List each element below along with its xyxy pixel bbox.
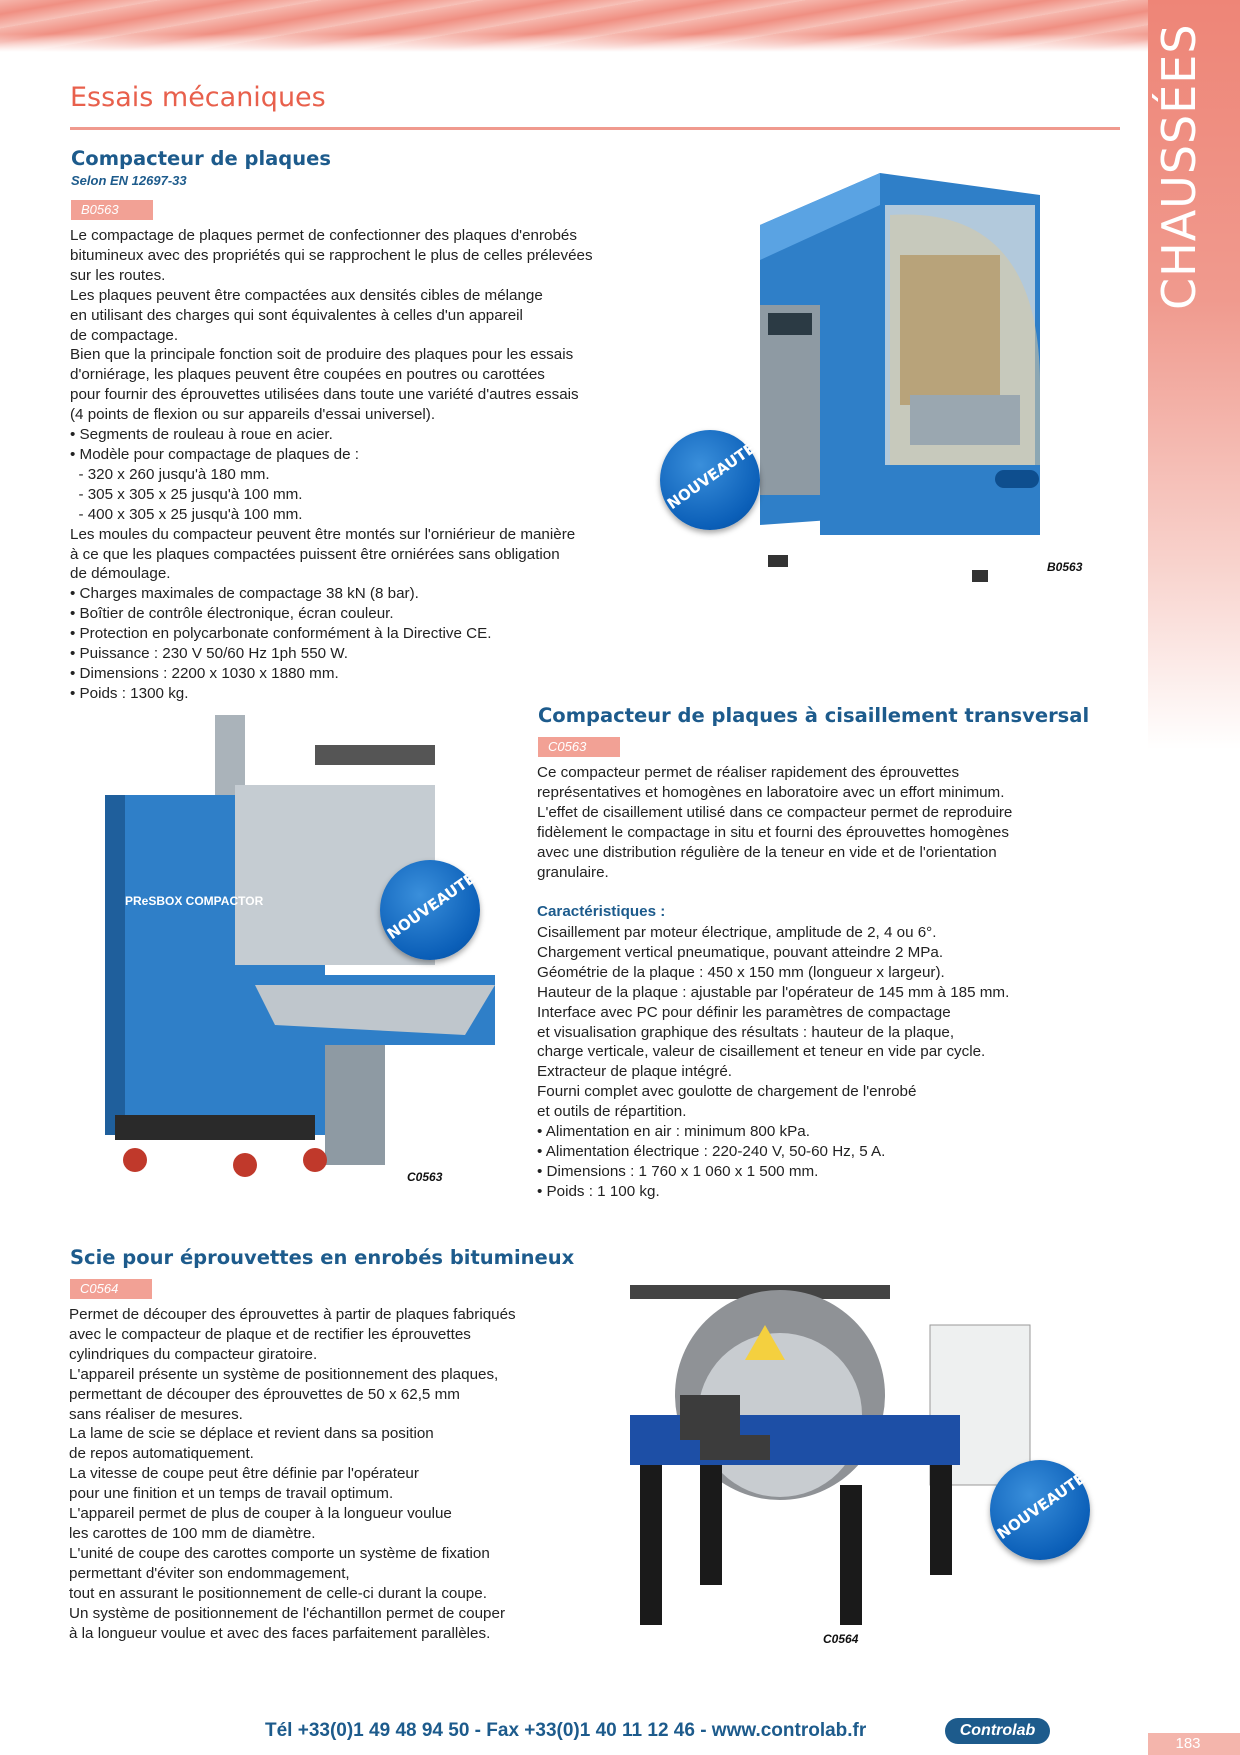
description-line: • Segments de rouleau à roue en acier. <box>70 426 333 444</box>
page-number: 183 <box>1175 1735 1201 1752</box>
product2-ref-badge: C0563 <box>538 737 620 757</box>
description-line: permettant d'éviter son endommagement, <box>69 1564 350 1582</box>
description-line: (4 points de flexion ou sur appareils d'essai universel). <box>70 406 436 424</box>
product1-title: Compacteur de plaques <box>71 147 331 170</box>
description-line: L'unité de coupe des carottes comporte un système de fixation <box>69 1544 490 1562</box>
description-line: • Boîtier de contrôle électronique, écran couleur. <box>70 605 394 623</box>
feature-line: • Alimentation électrique : 220-240 V, 50-60 Hz, 5 A. <box>537 1142 886 1160</box>
description-line: L'effet de cisaillement utilisé dans ce compacteur permet de reproduire <box>537 803 1013 821</box>
description-line: - 305 x 305 x 25 jusqu'à 100 mm. <box>70 485 303 503</box>
feature-line: Géométrie de la plaque : 450 x 150 mm (longueur x largeur). <box>537 963 945 981</box>
description-line: avec le compacteur de plaque et de rectifier les éprouvettes <box>69 1325 471 1343</box>
feature-line: Interface avec PC pour définir les paramètres de compactage <box>537 1003 951 1021</box>
description-line: L'appareil présente un système de positionnement des plaques, <box>69 1365 499 1383</box>
product3-caption: C0564 <box>823 1632 859 1646</box>
description-line: les carottes de 100 mm de diamètre. <box>69 1524 316 1542</box>
description-line: cylindriques du compacteur giratoire. <box>69 1345 318 1363</box>
description-line: Permet de découper des éprouvettes à partir de plaques fabriqués <box>69 1306 516 1323</box>
feature-line: et visualisation graphique des résultats : hauteur de la plaque, <box>537 1023 955 1041</box>
description-line: • Dimensions : 2200 x 1030 x 1880 mm. <box>70 664 339 682</box>
feature-line: et outils de répartition. <box>537 1103 687 1121</box>
description-line: à la longueur voulue et avec des faces parfaitement parallèles. <box>69 1624 491 1642</box>
description-line: d'orniérage, les plaques peuvent être coupées en poutres ou carottées <box>70 366 545 384</box>
product2-features-heading: Caractéristiques : <box>537 903 666 920</box>
description-line: sur les routes. <box>70 266 166 284</box>
feature-line: Cisaillement par moteur électrique, amplitude de 2, 4 ou 6°. <box>537 924 937 941</box>
description-line: Les moules du compacteur peuvent être montés sur l'orniérieur de manière <box>70 525 576 543</box>
description-line: La vitesse de coupe peut être définie par l'opérateur <box>69 1465 419 1483</box>
description-line: Ce compacteur permet de réaliser rapidement des éprouvettes <box>537 764 960 781</box>
description-line: Le compactage de plaques permet de confectionner des plaques d'enrobés <box>70 227 577 244</box>
nouveaute-badge-3: NOUVEAUTÉ <box>990 1460 1090 1560</box>
description-line: Bien que la principale fonction soit de produire des plaques pour les essais <box>70 346 574 364</box>
description-line: fidèlement le compactage in situ et fourni des éprouvettes homogènes <box>537 823 1009 841</box>
brand-logo: Controlab <box>945 1718 1050 1744</box>
description-line: de compactage. <box>70 326 179 344</box>
description-line: permettant de découper des éprouvettes de 50 x 62,5 mm <box>69 1385 460 1403</box>
description-line: pour fournir des éprouvettes utilisées dans toute une variété d'autres essais <box>70 386 579 404</box>
description-line: La lame de scie se déplace et revient dans sa position <box>69 1425 434 1443</box>
chapter-title: CHAUSSÉES <box>1152 23 1206 310</box>
feature-line: Extracteur de plaque intégré. <box>537 1063 733 1081</box>
product3-ref-badge: C0564 <box>70 1279 152 1299</box>
product2-description <box>537 763 1012 882</box>
description-line: • Puissance : 230 V 50/60 Hz 1ph 550 W. <box>70 645 349 663</box>
description-line: • Charges maximales de compactage 38 kN (8 bar). <box>70 585 419 603</box>
description-line: • Protection en polycarbonate conformément à la Directive CE. <box>70 625 492 643</box>
product3-title: Scie pour éprouvettes en enrobés bitumineux <box>70 1246 575 1269</box>
feature-line: • Alimentation en air : minimum 800 kPa. <box>537 1123 810 1141</box>
description-line: de repos automatiquement. <box>69 1445 254 1463</box>
product1-ref-badge: B0563 <box>71 200 153 220</box>
description-line: granulaire. <box>537 863 609 881</box>
description-line: pour une finition et un temps de travail optimum. <box>69 1485 394 1503</box>
description-line: en utilisant des charges qui sont équivalentes à celles d'un appareil <box>70 306 523 324</box>
description-line: avec une distribution régulière de la teneur en vide et de l'orientation <box>537 843 997 861</box>
description-line: à ce que les plaques compactées puissent être orniérées sans obligation <box>70 545 560 563</box>
nouveaute-badge-1: NOUVEAUTÉ <box>660 430 760 530</box>
feature-line: • Dimensions : 1 760 x 1 060 x 1 500 mm. <box>537 1162 819 1180</box>
machine-label: PReSBOX COMPACTOR <box>125 894 264 908</box>
product3-description <box>69 1305 516 1643</box>
description-line: sans réaliser de mesures. <box>69 1405 243 1423</box>
description-line: L'appareil permet de plus de couper à la longueur voulue <box>69 1505 452 1523</box>
product2-features <box>537 923 1009 1202</box>
feature-line: Fourni complet avec goulotte de chargement de l'enrobé <box>537 1083 917 1101</box>
description-line: de démoulage. <box>70 565 171 583</box>
product1-description <box>70 226 593 704</box>
nouveaute-badge-2: NOUVEAUTÉ <box>380 860 480 960</box>
description-line: tout en assurant le positionnement de celle-ci durant la coupe. <box>69 1584 487 1602</box>
product1-caption: B0563 <box>1047 560 1083 574</box>
product2-title: Compacteur de plaques à cisaillement transversal <box>538 704 1090 727</box>
product3-photo <box>610 1265 1050 1645</box>
description-line: bitumineux avec des propriétés qui se rapprochent le plus de celles prélevées <box>70 246 593 264</box>
header-band <box>0 0 1150 52</box>
description-line: • Modèle pour compactage de plaques de : <box>70 445 360 463</box>
feature-line: Hauteur de la plaque : ajustable par l'opérateur de 145 mm à 185 mm. <box>537 983 1010 1001</box>
description-line: Les plaques peuvent être compactées aux densités cibles de mélange <box>70 286 543 304</box>
product2-caption: C0563 <box>407 1170 443 1184</box>
section-divider <box>70 127 1120 130</box>
feature-line: • Poids : 1 100 kg. <box>537 1182 660 1200</box>
description-line: • Poids : 1300 kg. <box>70 684 189 702</box>
description-line: - 400 x 305 x 25 jusqu'à 100 mm. <box>70 505 303 523</box>
description-line: représentatives et homogènes en laboratoire avec un effort minimum. <box>537 783 1005 801</box>
description-line: - 320 x 260 jusqu'à 180 mm. <box>70 465 270 483</box>
description-line: Un système de positionnement de l'échantillon permet de couper <box>69 1604 505 1622</box>
product1-photo <box>740 165 1083 585</box>
feature-line: Chargement vertical pneumatique, pouvant atteindre 2 MPa. <box>537 943 944 961</box>
product1-standard: Selon EN 12697-33 <box>71 173 187 188</box>
footer-contact: Tél +33(0)1 49 48 94 50 - Fax +33(0)1 40 11 12 46 - www.controlab.fr <box>265 1720 867 1741</box>
section-title: Essais mécaniques <box>70 82 326 113</box>
feature-line: charge verticale, valeur de cisaillement et teneur en vide par cycle. <box>537 1043 986 1061</box>
